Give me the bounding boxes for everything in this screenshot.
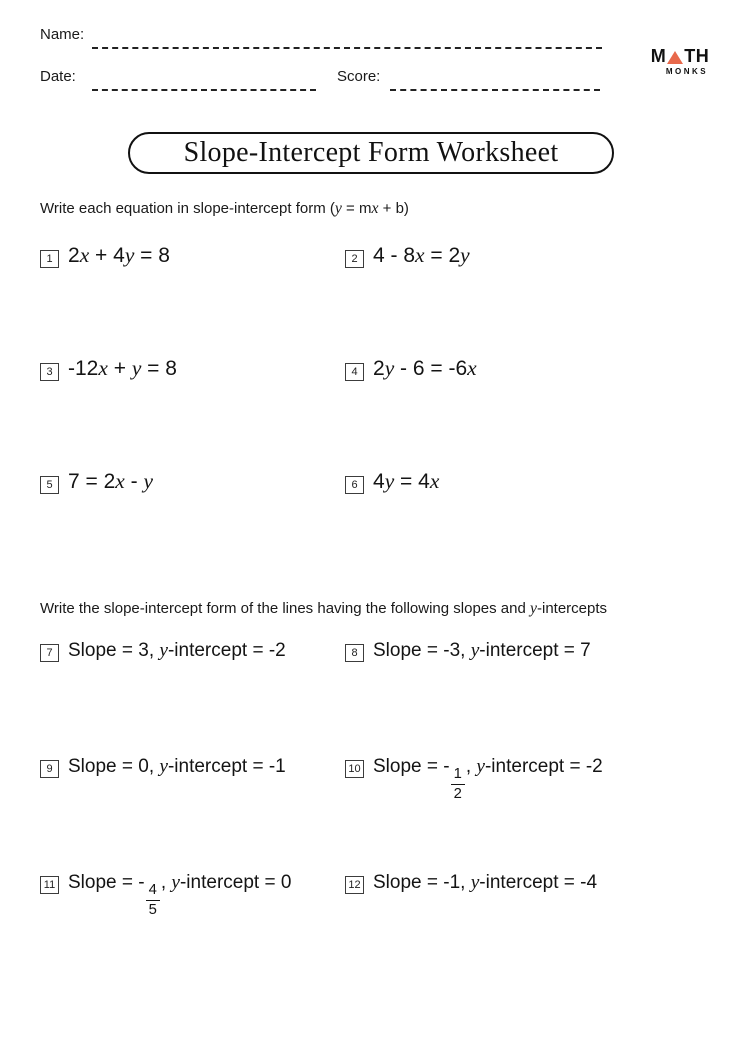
math-variable: x [98,356,108,380]
problem-6 [345,469,477,582]
logo-word-start: M [650,46,667,66]
logo-word-end: TH [684,46,710,66]
problem-text: Slope = - $\frac{4}{5}$ , y-intercept = 0 [68,872,292,919]
problem-9 [40,756,345,872]
math-variable: y [384,469,395,493]
problem-text: 2y - 6 = -6x [373,356,477,380]
logo-subtitle: MONKS [665,67,709,76]
math-variable: x [371,200,379,217]
problem-text: 2x + 4y = 8 [68,243,170,267]
problem-number-box: 7 [40,644,59,662]
math-variable: x [115,469,125,493]
problem-number-box: 4 [345,363,364,381]
problem-text: Slope = -3, y-intercept = 7 [373,640,591,661]
worksheet-title-box [128,132,614,174]
math-variable: y [470,872,480,893]
math-variable: y [476,756,485,777]
problem-number-box: 3 [40,363,59,381]
problem-number-box: 1 [40,250,59,268]
problem-1 [40,243,345,356]
problem-2 [345,243,477,356]
score-fill-line [390,89,600,91]
date-fill-line [92,89,316,91]
problem-4 [345,356,477,469]
problem-text: -12x + y = 8 [68,356,177,380]
math-variable: y [460,243,470,267]
name-fill-line [92,47,602,49]
problem-number-box: 10 [345,760,364,778]
problem-text: Slope = 0, y-intercept = -1 [68,756,286,777]
problem-number-box: 2 [345,250,364,268]
problem-12 [345,872,603,988]
section1-problems [40,243,477,582]
math-variable: y [124,243,135,267]
problem-text: Slope = - $\frac{1}{2}$ , y-intercept = -2 [373,756,603,803]
problem-number-box: 6 [345,476,364,494]
math-variable: y [334,200,342,217]
problem-number-box: 9 [40,760,59,778]
problem-number-box: 12 [345,876,364,894]
logo-wordmark [645,47,715,65]
date-label: Date: [40,68,76,85]
problem-10 [345,756,603,872]
fraction: $\frac{4}{5}$ [146,882,160,919]
math-variable: y [159,640,168,661]
math-variable: y [131,356,142,380]
name-label: Name: [40,26,85,43]
score-label: Score: [337,68,381,85]
math-variable: y [143,469,153,493]
math-variable: x [429,469,440,493]
math-variable: x [79,243,90,267]
math-variable: y [159,756,168,777]
problem-7 [40,640,345,756]
math-variable: y [470,640,480,661]
problem-text: 4 - 8x = 2y [373,243,470,267]
section1-instruction: Write each equation in slope-intercept form (y = mx + b) [40,200,409,217]
problem-text: Slope = -1, y-intercept = -4 [373,872,598,893]
math-variable: x [467,356,477,380]
section2-problems [40,640,603,988]
problem-text: 4y = 4x [373,469,440,493]
problem-5 [40,469,345,582]
math-variable: y [384,356,395,380]
problem-8 [345,640,603,756]
math-monks-logo [645,47,715,76]
problem-number-box: 5 [40,476,59,494]
math-variable: x [415,243,425,267]
section2-instruction: Write the slope-intercept form of the lines having the following slopes and y-intercepts [40,600,608,617]
problem-number-box: 8 [345,644,364,662]
problem-text: 7 = 2x - y [68,469,153,493]
worksheet-title: Slope-Intercept Form Worksheet [183,137,559,168]
math-variable: y [171,872,180,893]
problem-11 [40,872,345,988]
problem-3 [40,356,345,469]
problem-number-box: 11 [40,876,59,894]
fraction: $\frac{1}{2}$ [451,766,465,803]
triangle-icon [667,51,683,64]
problem-text: Slope = 3, y-intercept = -2 [68,640,286,661]
math-variable: y [530,600,537,617]
